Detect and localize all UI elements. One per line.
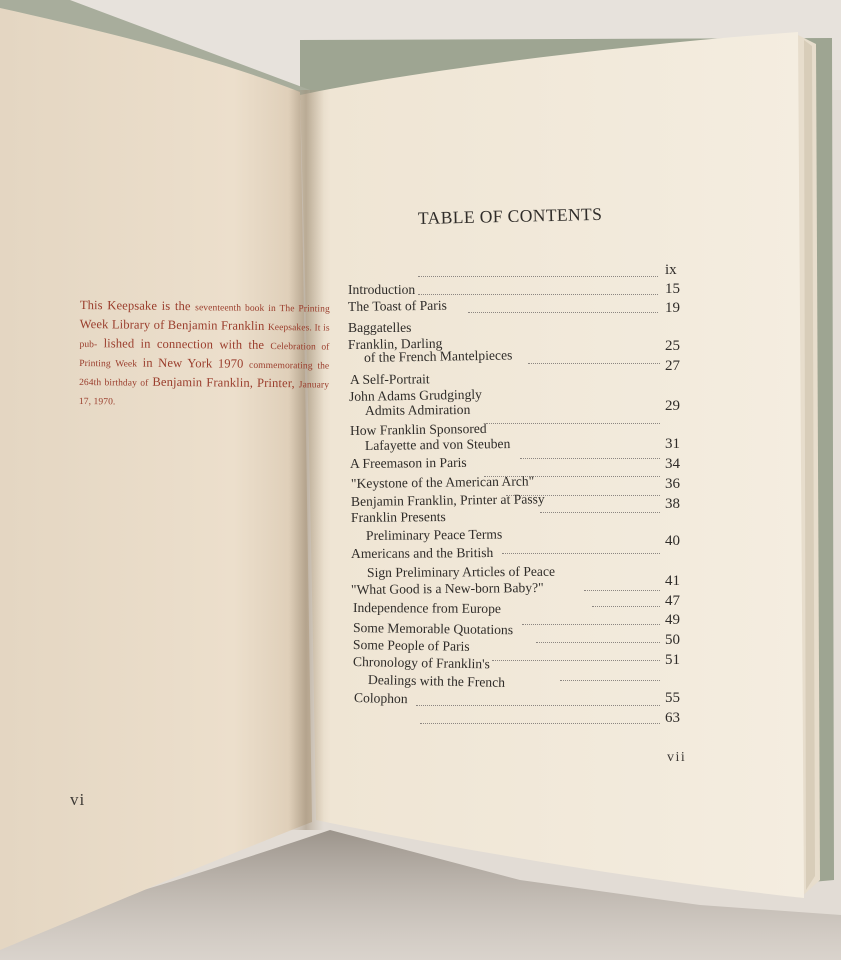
keepsake-text: This Keepsake is the <box>79 297 196 314</box>
toc-page-number: 15 <box>665 281 680 297</box>
leader-dots <box>584 590 660 591</box>
toc-page-number: 63 <box>665 710 680 726</box>
toc-page-number: 51 <box>665 652 680 668</box>
leader-dots <box>540 512 660 513</box>
toc-page-number: 34 <box>665 456 680 472</box>
leader-dots <box>560 680 660 681</box>
toc-page-number: 47 <box>665 593 680 609</box>
leader-dots <box>416 705 660 706</box>
toc-page-number: 25 <box>665 338 680 354</box>
toc-entry: John Adams Grudgingly <box>348 386 483 404</box>
toc-entry: Americans and the British <box>350 545 494 561</box>
toc-entry: Preliminary Peace Terms <box>365 526 503 543</box>
keepsake-text: Week Library of Benjamin Franklin <box>79 316 268 333</box>
toc-entry: Franklin, Darling <box>347 335 443 352</box>
toc-page-number: 41 <box>665 573 680 589</box>
toc-entry: How Franklin Sponsored <box>349 420 487 438</box>
toc-entry: A Freemason in Paris <box>349 454 467 471</box>
toc-entry: The Toast of Paris <box>347 297 447 314</box>
toc-page-number: 55 <box>665 690 680 706</box>
keepsake-text: commemorating the 264th birthday of <box>79 360 330 389</box>
toc-entry: Introduction <box>348 282 416 297</box>
keepsake-text: seventeenth book in The Printing <box>195 303 330 315</box>
toc-page-number: 27 <box>665 358 680 374</box>
toc-page-number: 38 <box>665 496 680 512</box>
toc-entry: Colophon <box>353 690 408 707</box>
keepsake-text: January 17, 1970. <box>78 380 330 408</box>
toc-page-number: 36 <box>665 476 680 492</box>
toc-entry: Dealings with the French <box>367 672 506 690</box>
toc-entry: Chronology of Franklin's <box>352 654 490 672</box>
leader-dots <box>520 458 660 459</box>
leader-dots <box>420 723 660 724</box>
keepsake-text: Benjamin Franklin, Printer, <box>148 374 299 391</box>
toc-entry: Franklin Presents <box>350 509 446 525</box>
toc-page-number: 50 <box>665 632 680 648</box>
toc-entry: Some Memorable Quotations <box>352 620 514 638</box>
leader-dots <box>502 553 660 554</box>
keepsake-text: in New York 1970 <box>137 355 250 371</box>
leader-dots <box>492 660 660 661</box>
toc-page-number: ix <box>665 262 677 278</box>
toc-entry: of the French Mantelpieces <box>363 347 513 365</box>
toc-page-number: 19 <box>665 300 680 316</box>
leader-dots <box>528 363 660 364</box>
toc-entry: Lafayette and von Steuben <box>364 435 511 453</box>
toc-entry: "Keystone of the American Arch" <box>350 473 535 491</box>
toc-entry: Baggatelles <box>348 320 412 335</box>
toc-entry: "What Good is a New-born Baby?" <box>350 579 544 597</box>
leader-dots <box>592 606 660 607</box>
toc-entry: Some People of Paris <box>352 637 470 654</box>
toc-page-number: 29 <box>665 398 680 414</box>
toc-entry: Admits Admiration <box>364 401 471 418</box>
leader-dots <box>468 312 658 313</box>
leader-dots <box>418 294 658 295</box>
leader-dots <box>418 276 658 277</box>
toc-entry: Independence from Europe <box>352 600 502 617</box>
keepsake-text: Celebration of Printing Week <box>79 341 330 370</box>
leader-dots <box>486 423 660 424</box>
toc-entry: Benjamin Franklin, Printer at Passy <box>350 491 545 509</box>
page-number-left: vi <box>70 790 86 809</box>
toc-entry: A Self-Portrait <box>349 371 430 387</box>
toc-title: TABLE OF CONTENTS <box>417 203 603 228</box>
keepsake-text: Keepsakes. It is pub- <box>79 322 330 351</box>
keepsake-text: lished in connection with the <box>97 336 271 352</box>
toc-entry: Sign Preliminary Articles of Peace <box>366 563 556 580</box>
leader-dots <box>536 642 660 643</box>
leader-dots <box>522 624 660 625</box>
page-number-right: vii <box>667 750 687 765</box>
toc-page-number: 49 <box>665 612 680 628</box>
toc-page-number: 31 <box>665 436 680 452</box>
toc-page-number: 40 <box>665 533 680 549</box>
